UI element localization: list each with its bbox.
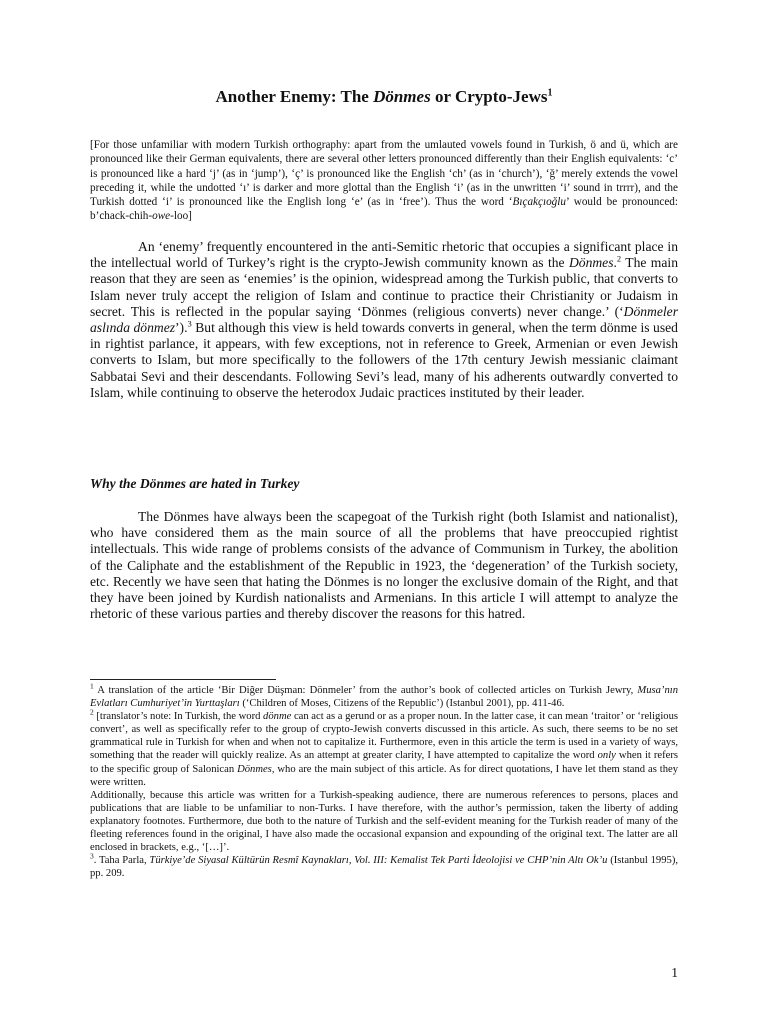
title-suffix: or Crypto-Jews [430, 87, 548, 106]
footnote-ref-2[interactable]: 2 [616, 253, 622, 264]
para1-text-3: The main reason that they are seen as ‘enemies’ is the opinion, widespread among the Turkish public, that converts to Islam never truly accept the religion of Islam and continue to practice their Christianity or Judaism in secret. This is reflected in the popular saying ‘Dönmes (religious converts) never change.’ (‘ [90, 255, 678, 319]
footnote-3-text-1: . Taha Parla, [93, 855, 150, 867]
footnote-1-text-2: (‘Children of Moses, Citizens of the Republic’) (Istanbul 2001), pp. 411-46. [239, 698, 565, 710]
preface-text-1: [For those unfamiliar with modern Turkish orthography: apart from the umlauted vowels found in Turkish, ö and ü, which are pronounced like their German equivalents, there are several other letters pronounced differently than their English equivalents: ‘c’ is pronounced like a hard ‘j’ (as in ‘jump’), ‘ç’ is pronounced like the English ‘ch’ (as in ‘church’), ‘ğ’ merely extends the vowel preceding it, while the undotted ‘ı’ is darker and more glottal than the English ‘i’ (as in the unwritten ‘i’ sound in trrrr), and the Turkish dotted ‘i’ is pronounced like the English long ‘e’ (as in ‘free’). Thus the word ‘ [90, 139, 678, 209]
para1-italic-1: Dönmes [568, 255, 614, 271]
footnote-2-continued: Additionally, because this article was written for a Turkish-speaking audience, there are numerous references to persons, places and publications that are liable to be unfamiliar to non-Turks. I have therefore, with the author’s permission, taken the liberty of adding explanatory footnotes. Furthermore, due both to the nature of Turkish and the self-evident meaning for the Turkish reader of many of the fleeting references found in the original, I have also made the occasional expansion and expounding of the original text. The latter are all enclosed in brackets, e.g., ‘[…]’. [90, 789, 678, 854]
footnote-1-italic: Musa’nın Evlatları Cumhuriyet’in Yurttaşları [90, 685, 678, 710]
section-heading: Why the Dönmes are hated in Turkey [90, 476, 300, 491]
footnote-2-italic-2: only [597, 750, 616, 762]
footnote-ref-3[interactable]: 3 [187, 318, 192, 329]
article-title [90, 86, 678, 108]
para1-text-2: . [613, 255, 617, 271]
footnote-3-italic: Türkiye’de Siyasal Kültürün Resmî Kaynakları, Vol. III: Kemalist Tek Parti İdeolojisi ve CHP’nin Altı Ok’u [149, 855, 608, 867]
section-paragraph: The Dönmes have always been the scapegoat of the Turkish right (both Islamist and nationalist), who have considered them as the main source of all the problems that have preoccupied rightist intellectuals. This wide range of problems consists of the advance of Communism in Turkey, the abolition of the Caliphate and the establishment of the Republic in 1923, the ‘degeneration’ of the Turkish society, etc. Recently we have seen that hating the Dönmes is no longer the exclusive domain of the Right, and that they have been joined by Kurdish nationalists and Armenians. In this article I will attempt to analyze the rhetoric of these various parties and thereby discover the reasons for this hatred. [90, 509, 678, 622]
footnote-2-number: 2 [90, 707, 94, 717]
footnote-1 [90, 681, 678, 710]
preface-example-word: Bıçakçıoğlu [512, 196, 566, 209]
preface-owe: owe [152, 210, 171, 223]
para1-text-1: An ‘enemy’ frequently encountered in the anti-Semitic rhetoric that occupies a significant place in the intellectual world of Turkey’s right is the crypto-Jewish community known as the [90, 239, 678, 271]
footnote-3-text-2: (Istanbul 1995), pp. 209. [90, 855, 678, 880]
title-footnote-ref[interactable]: 1 [547, 87, 553, 99]
page-number: 1 [671, 965, 678, 980]
footnote-separator [90, 679, 276, 680]
footnotes [90, 681, 679, 880]
footnote-2-text-1: [translator’s note: In Turkish, the word [93, 711, 264, 723]
para1-text-5: But although this view is held towards converts in general, when the term dönme is used in rightist parlance, it appears, with few exceptions, not in reference to Greek, Armenian or even Jewish converts to Islam, but more specifically to the followers of the 17th century Jewish messianic claimant Sabbatai Sevi and their descendants. Following Sevi’s lead, many of his adherents outwardly converted to Islam, while continuing to observe the heterodox Judaic practices instituted by their leader. [90, 320, 678, 400]
orthography-note [90, 138, 678, 224]
para1-italic-2: Dönmeler aslında dönmez [90, 303, 678, 336]
footnote-2-italic-3: Dönmes [237, 763, 272, 775]
footnote-1-text-1: A translation of the article ‘Bir Diğer Düşman: Dönmeler’ from the author’s book of collected articles on Turkish Jewry, [93, 685, 638, 696]
footnote-2-text-4: , who are the main subject of this article. As for direct quotations, I have let them stand as they were written. [90, 763, 679, 788]
para1-text-4: ’). [175, 320, 188, 336]
footnote-2-text-3: when it refers to the specific group of Salonican [90, 750, 679, 775]
footnote-1-number: 1 [90, 681, 94, 691]
intro-paragraph [90, 239, 678, 401]
footnote-3-number: 3 [90, 851, 94, 861]
title-italic: Dönmes [373, 87, 431, 106]
footnote-2 [90, 707, 679, 789]
title-prefix: Another Enemy: The [215, 87, 374, 106]
footnote-3 [90, 851, 678, 880]
footnote-2-italic-1: dönme [263, 711, 292, 723]
footnote-2-text-2: can act as a gerund or as a proper noun. In the latter case, it can mean ‘traitor’ or ‘religious convert’, as well as specifically refer to the group of crypto-Jewish converts discussed in this article. As such, there seems to be no set grammatical rule in Turkish for when and when not to capitalize it. Furthermore, even in this article the term is used in a variety of ways, something that the reader will quickly realize. As an attempt at greater clarity, I have attempted to capitalize the word [90, 711, 678, 762]
preface-text-2: ’ would be pronounced: b’chack-chih- [90, 196, 679, 223]
preface-text-3: -loo] [170, 210, 192, 223]
